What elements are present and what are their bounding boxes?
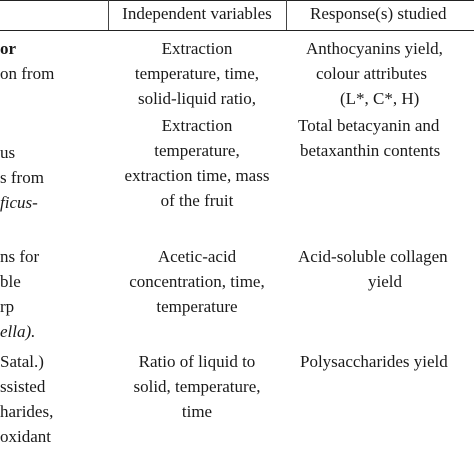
row4-response-line1: Polysaccharides yield (300, 352, 448, 371)
row3-independent-line1: Acetic-acid (157, 247, 237, 266)
row4-col1-line4: oxidant (0, 427, 51, 446)
row2-response-line2: betaxanthin contents (300, 141, 441, 160)
row1-col1-line2: on from (0, 64, 55, 83)
row1-independent-line3: solid-liquid ratio, (137, 89, 257, 108)
row1-col1-line1: or (0, 39, 17, 58)
top-rule (0, 0, 474, 1)
row4-independent-line3: time (181, 402, 213, 421)
row1-response-line1: Anthocyanins yield, (306, 39, 443, 58)
row3-independent-line3: temperature (156, 297, 238, 316)
row1-response-line2: colour attributes (316, 64, 427, 83)
header-responses-studied: Response(s) studied (310, 4, 447, 23)
row3-col1-line4: ella). (0, 322, 36, 341)
row4-independent-line2: solid, temperature, (133, 377, 261, 396)
row2-response-line1: Total betacyanin and (298, 116, 440, 135)
row1-independent-line2: temperature, time, (134, 64, 260, 83)
row3-col1-line2: ble (0, 272, 21, 291)
row4-col1-line3: harides, (0, 402, 54, 421)
row4-independent-line1: Ratio of liquid to (138, 352, 256, 371)
row3-col1-line3: rp (0, 297, 15, 316)
row3-col1-line1: ns for (0, 247, 40, 266)
header-independent-variables: Independent variables (122, 4, 272, 23)
row2-col1-line1: us (0, 143, 16, 162)
row3-independent-line2: concentration, time, (129, 272, 265, 291)
row2-col1-line3: ficus- (0, 193, 38, 212)
row2-independent-line4: of the fruit (160, 191, 234, 210)
row4-col1-line2: ssisted (0, 377, 46, 396)
row1-independent-line1: Extraction (161, 39, 233, 58)
header-divider-right (286, 0, 287, 30)
row2-independent-line2: temperature, (154, 141, 240, 160)
header-rule (0, 30, 474, 31)
row2-independent-line3: extraction time, mass (124, 166, 270, 185)
row3-response-line1: Acid-soluble collagen (298, 247, 448, 266)
row2-col1-line2: s from (0, 168, 44, 187)
row2-independent-line1: Extraction (161, 116, 233, 135)
row4-col1-line1: Satal.) (0, 352, 44, 371)
row3-response-line2: yield (368, 272, 402, 291)
row1-response-line3: (L*, C*, H) (340, 89, 420, 108)
